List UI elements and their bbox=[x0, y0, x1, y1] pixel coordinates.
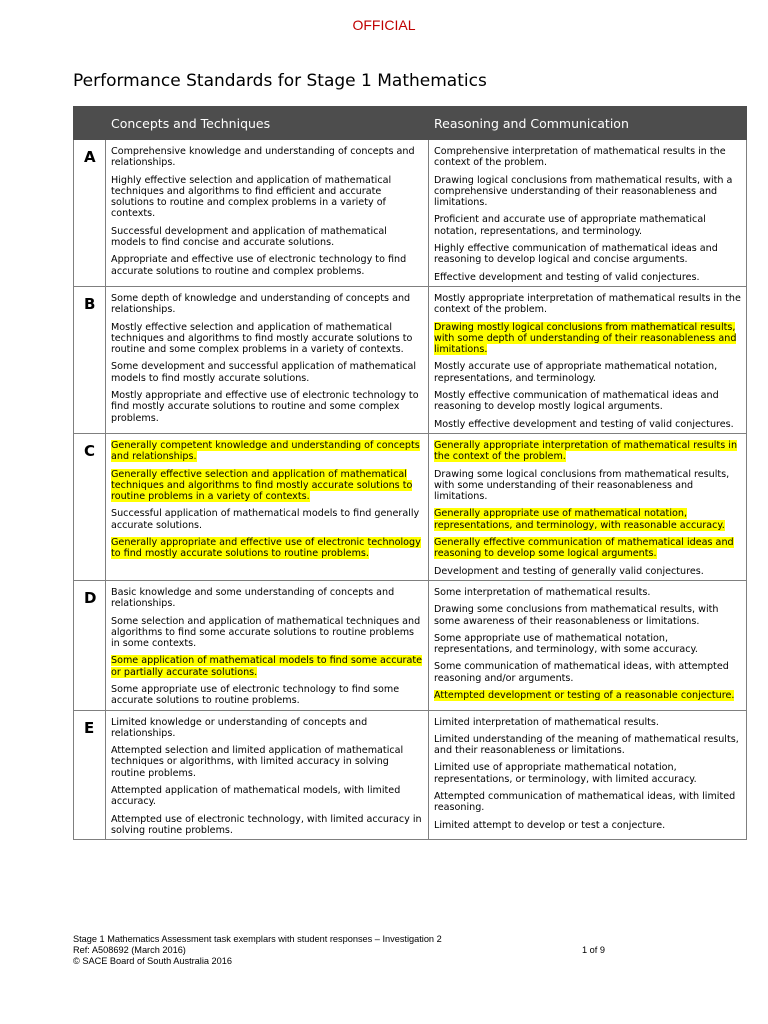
concepts-criterion bbox=[111, 655, 424, 678]
concepts-criterion bbox=[111, 226, 424, 249]
footer-document-title: Stage 1 Mathematics Assessment task exemplars with student responses – Investigation 2 bbox=[73, 934, 442, 944]
table-header-row bbox=[74, 107, 747, 140]
concepts-criterion bbox=[111, 146, 424, 169]
table-row bbox=[74, 286, 747, 433]
column-header-reasoning: Reasoning and Communication bbox=[429, 107, 747, 140]
criterion-text: Mostly effective development and testing of valid conjectures. bbox=[434, 418, 734, 430]
reasoning-criterion bbox=[434, 175, 742, 209]
classification-label: OFFICIAL bbox=[352, 17, 416, 33]
criterion-text: Drawing some conclusions from mathematical results, with some awareness of their reasonableness or limitations. bbox=[434, 604, 719, 627]
concepts-criterion bbox=[111, 175, 424, 220]
criterion-text: Comprehensive interpretation of mathematical results in the context of the problem. bbox=[434, 146, 726, 169]
reasoning-cell bbox=[429, 286, 747, 433]
criterion-text: Basic knowledge and some understanding of concepts and relationships. bbox=[111, 586, 395, 610]
criterion-text: Some communication of mathematical ideas, with attempted reasoning and/or arguments. bbox=[434, 661, 729, 684]
concepts-criterion bbox=[111, 390, 424, 424]
criterion-text: Highly effective communication of mathematical ideas and reasoning to develop logical and concise arguments. bbox=[434, 243, 718, 266]
table-body bbox=[74, 140, 747, 840]
reasoning-cell bbox=[429, 140, 747, 287]
criterion-text: Some development and successful application of mathematical models to find mostly accurate solutions. bbox=[111, 361, 417, 384]
reasoning-criterion bbox=[434, 690, 742, 701]
concepts-criterion bbox=[111, 361, 424, 384]
criterion-text: Limited understanding of the meaning of mathematical results, and their reasonableness or limitations. bbox=[434, 733, 739, 757]
highlighted-criterion-text: Generally appropriate and effective use of electronic technology to find mostly accurate solutions to routine problems. bbox=[111, 537, 421, 560]
criterion-text: Some interpretation of mathematical results. bbox=[434, 586, 651, 598]
concepts-criterion bbox=[111, 537, 424, 560]
concepts-cell bbox=[106, 580, 429, 710]
concepts-criterion bbox=[111, 684, 424, 707]
criterion-text: Successful application of mathematical models to find generally accurate solutions. bbox=[111, 508, 420, 531]
concepts-criterion bbox=[111, 587, 424, 610]
footer-copyright: © SACE Board of South Australia 2016 bbox=[73, 956, 232, 966]
criterion-text: Development and testing of generally valid conjectures. bbox=[434, 565, 704, 577]
reasoning-criterion bbox=[434, 419, 742, 430]
reasoning-criterion bbox=[434, 587, 742, 598]
criterion-text: Highly effective selection and application of mathematical techniques and algorithms to find efficient and accurate solutions to routine and complex problems in a variety of contexts. bbox=[111, 174, 392, 220]
criterion-text: Limited knowledge or understanding of concepts and relationships. bbox=[111, 716, 368, 739]
criterion-text: Comprehensive knowledge and understanding of concepts and relationships. bbox=[111, 146, 415, 169]
criterion-text: Successful development and application of mathematical models to find concise and accurate solutions. bbox=[111, 225, 387, 249]
reasoning-criterion bbox=[434, 566, 742, 577]
grade-label: E bbox=[74, 710, 106, 840]
column-header-concepts: Concepts and Techniques bbox=[106, 107, 429, 140]
highlighted-criterion-text: Generally effective communication of mathematical ideas and reasoning to develop some logical arguments. bbox=[434, 537, 734, 560]
criterion-text: Mostly appropriate and effective use of electronic technology to find mostly accurate solutions to routine and some complex problems. bbox=[111, 390, 419, 424]
concepts-criterion bbox=[111, 745, 424, 779]
highlighted-criterion-text: Generally appropriate use of mathematical notation, representations, and terminology, with reasonable accuracy. bbox=[434, 508, 725, 531]
criterion-text: Mostly effective selection and application of mathematical techniques and algorithms to find mostly accurate solutions to routine and some complex problems in a variety of contexts. bbox=[111, 321, 413, 356]
table-row bbox=[74, 433, 747, 580]
criterion-text: Drawing some logical conclusions from mathematical results, with some understanding of their reasonableness and limitations. bbox=[434, 468, 730, 503]
reasoning-criterion bbox=[434, 243, 742, 266]
concepts-criterion bbox=[111, 508, 424, 531]
criterion-text: Some depth of knowledge and understanding of concepts and relationships. bbox=[111, 292, 411, 316]
concepts-criterion bbox=[111, 254, 424, 277]
reasoning-criterion bbox=[434, 390, 742, 413]
concepts-cell bbox=[106, 710, 429, 840]
criterion-text: Mostly appropriate interpretation of mathematical results in the context of the problem. bbox=[434, 292, 741, 316]
highlighted-criterion-text: Generally appropriate interpretation of mathematical results in the context of the problem. bbox=[434, 439, 738, 463]
column-header-grade bbox=[74, 107, 106, 140]
criterion-text: Limited attempt to develop or test a conjecture. bbox=[434, 819, 666, 831]
reasoning-criterion bbox=[434, 661, 742, 684]
reasoning-criterion bbox=[434, 762, 742, 785]
criterion-text: Some appropriate use of electronic technology to find some accurate solutions to routine problems. bbox=[111, 683, 400, 707]
reasoning-criterion bbox=[434, 604, 742, 627]
grade-label: A bbox=[74, 140, 106, 287]
criterion-text: Proficient and accurate use of appropriate mathematical notation, representations, and terminology. bbox=[434, 214, 706, 237]
criterion-text: Limited use of appropriate mathematical notation, representations, or terminology, with limited accuracy. bbox=[434, 762, 697, 785]
criterion-text: Some selection and application of mathematical techniques and algorithms to find some accurate solutions to routine problems in some contexts. bbox=[111, 615, 421, 650]
criterion-text: Mostly accurate use of appropriate mathematical notation, representations, and terminology. bbox=[434, 361, 718, 384]
reasoning-criterion bbox=[434, 633, 742, 656]
concepts-cell bbox=[106, 140, 429, 287]
reasoning-criterion bbox=[434, 537, 742, 560]
concepts-criterion bbox=[111, 440, 424, 463]
reasoning-criterion bbox=[434, 361, 742, 384]
criterion-text: Attempted use of electronic technology, with limited accuracy in solving routine problems. bbox=[111, 813, 422, 836]
grade-label: C bbox=[74, 433, 106, 580]
footer bbox=[73, 934, 442, 967]
table-row bbox=[74, 580, 747, 710]
concepts-criterion bbox=[111, 616, 424, 650]
highlighted-criterion-text: Some application of mathematical models to find some accurate or partially accurate solutions. bbox=[111, 655, 423, 678]
page-number: 1 of 9 bbox=[582, 945, 605, 955]
reasoning-cell bbox=[429, 433, 747, 580]
reasoning-criterion bbox=[434, 272, 742, 283]
highlighted-criterion-text: Drawing mostly logical conclusions from mathematical results, with some depth of understanding of their reasonableness and limitations. bbox=[434, 321, 737, 356]
reasoning-cell bbox=[429, 580, 747, 710]
reasoning-criterion bbox=[434, 508, 742, 531]
reasoning-criterion bbox=[434, 791, 742, 814]
criterion-text: Attempted communication of mathematical ideas, with limited reasoning. bbox=[434, 791, 736, 814]
concepts-cell bbox=[106, 286, 429, 433]
reasoning-criterion bbox=[434, 820, 742, 831]
concepts-criterion bbox=[111, 293, 424, 316]
reasoning-cell bbox=[429, 710, 747, 840]
concepts-criterion bbox=[111, 785, 424, 808]
highlighted-criterion-text: Attempted development or testing of a reasonable conjecture. bbox=[434, 689, 735, 701]
concepts-criterion bbox=[111, 322, 424, 356]
reasoning-criterion bbox=[434, 440, 742, 463]
page-title: Performance Standards for Stage 1 Mathematics bbox=[73, 71, 487, 91]
reasoning-criterion bbox=[434, 146, 742, 169]
criterion-text: Attempted selection and limited application of mathematical techniques or algorithms, with limited accuracy in solving routine problems. bbox=[111, 745, 404, 779]
reasoning-criterion bbox=[434, 322, 742, 356]
grade-label: D bbox=[74, 580, 106, 710]
criterion-text: Effective development and testing of valid conjectures. bbox=[434, 271, 700, 283]
concepts-criterion bbox=[111, 469, 424, 503]
concepts-criterion bbox=[111, 717, 424, 740]
criterion-text: Some appropriate use of mathematical notation, representations, and terminology, with some accuracy. bbox=[434, 632, 698, 656]
criterion-text: Appropriate and effective use of electronic technology to find accurate solutions to routine and complex problems. bbox=[111, 254, 407, 277]
reasoning-criterion bbox=[434, 469, 742, 503]
highlighted-criterion-text: Generally effective selection and application of mathematical techniques and algorithms to find mostly accurate solutions to routine problems in a variety of contexts. bbox=[111, 468, 413, 503]
concepts-cell bbox=[106, 433, 429, 580]
concepts-criterion bbox=[111, 814, 424, 837]
highlighted-criterion-text: Generally competent knowledge and understanding of concepts and relationships. bbox=[111, 439, 420, 463]
table-row bbox=[74, 140, 747, 287]
footer-reference: Ref: A508692 (March 2016) bbox=[73, 945, 186, 955]
reasoning-criterion bbox=[434, 214, 742, 237]
table-row bbox=[74, 710, 747, 840]
criterion-text: Mostly effective communication of mathematical ideas and reasoning to develop mostly logical arguments. bbox=[434, 390, 719, 413]
criterion-text: Drawing logical conclusions from mathematical results, with a comprehensive understanding of their reasonableness and limitations. bbox=[434, 174, 733, 209]
criterion-text: Attempted application of mathematical models, with limited accuracy. bbox=[111, 785, 401, 808]
performance-standards-table bbox=[73, 106, 747, 840]
grade-label: B bbox=[74, 286, 106, 433]
reasoning-criterion bbox=[434, 717, 742, 728]
reasoning-criterion bbox=[434, 293, 742, 316]
criterion-text: Limited interpretation of mathematical results. bbox=[434, 716, 659, 728]
reasoning-criterion bbox=[434, 734, 742, 757]
